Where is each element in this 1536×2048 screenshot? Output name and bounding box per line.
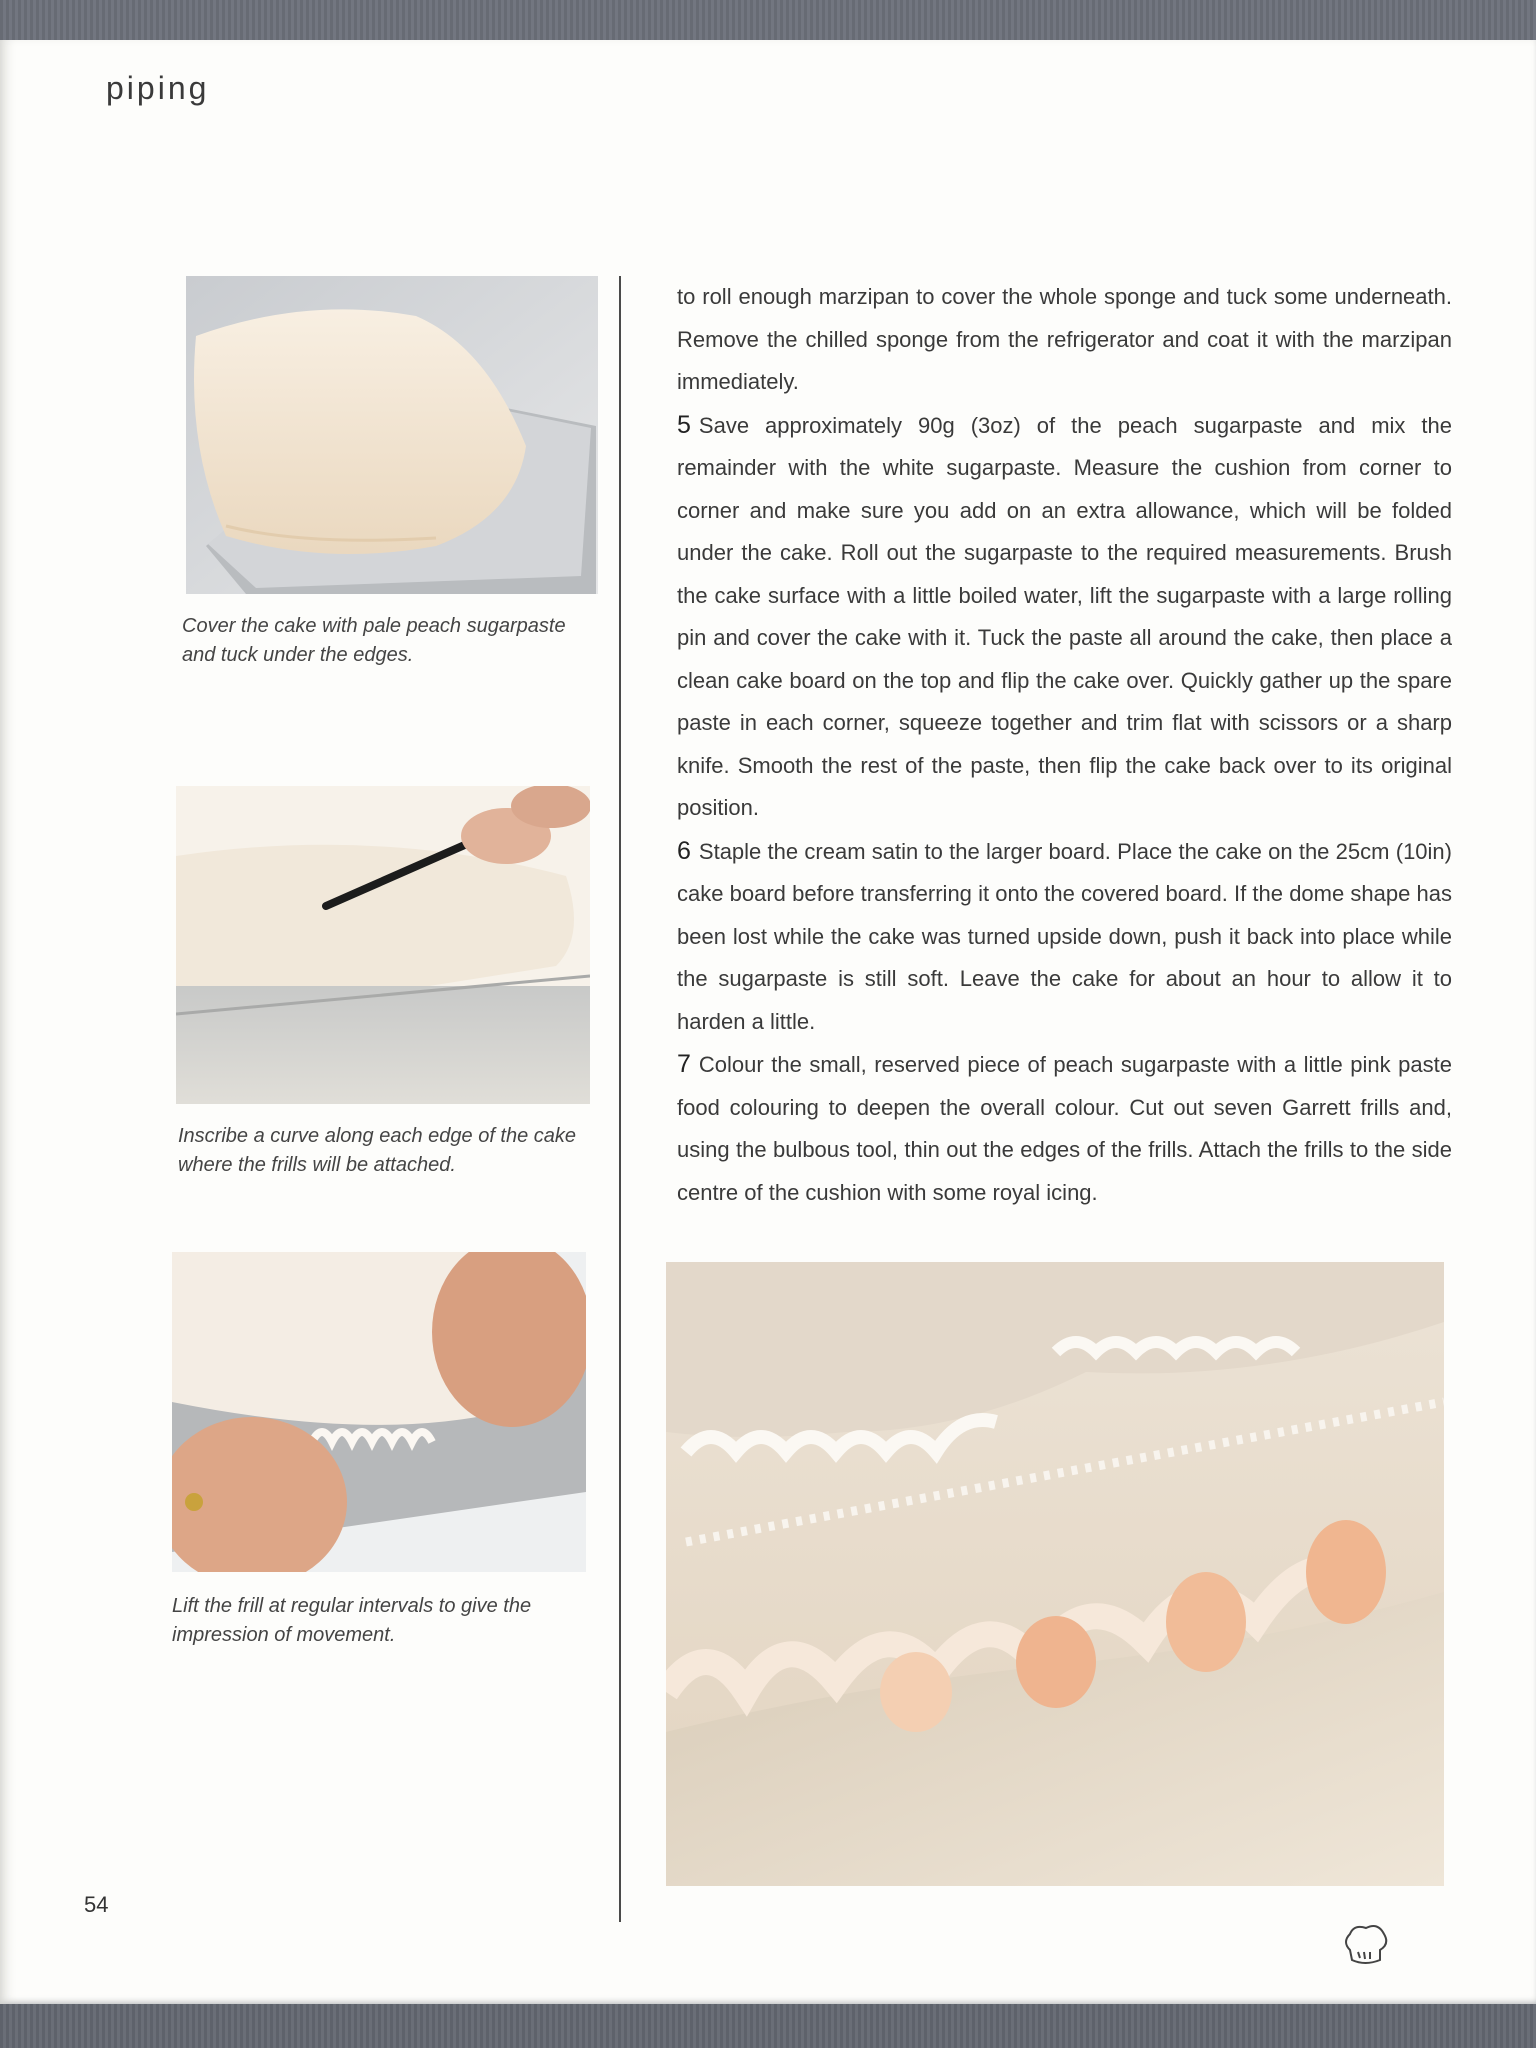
caption-1: Cover the cake with pale peach sugarpaste and tuck under the edges. bbox=[182, 615, 566, 666]
chef-hat-logo-icon bbox=[1340, 1920, 1390, 1970]
photo-finished-frills bbox=[666, 1262, 1444, 1886]
step-text: Colour the small, reserved piece of peach sugarpaste with a little pink paste food colouring to deepen the overall colour. Cut out seven Garrett frills and, using the bulbous tool, thin out the edges of the frills. Attach the frills to the side centre of the cushion with some royal icing. bbox=[677, 1052, 1452, 1205]
step-6 bbox=[677, 830, 1452, 1044]
photo-inscribe-curve bbox=[176, 786, 590, 1104]
step-text: Staple the cream satin to the larger board. Place the cake on the 25cm (10in) cake board before transferring it onto the covered board. If the dome shape has been lost while the cake was turned upside down, push it back into place while the sugarpaste is still soft. Leave the cake for about an hour to allow it to harden a little. bbox=[677, 838, 1452, 1034]
scanner-edge-bottom bbox=[0, 2004, 1536, 2048]
column-divider bbox=[619, 276, 621, 1922]
step-number: 7 bbox=[677, 1050, 691, 1078]
step-7 bbox=[677, 1043, 1452, 1214]
body-intro: to roll enough marzipan to cover the whole sponge and tuck some underneath. Remove the chilled sponge from the refrigerator and coat it with the marzipan immediately. bbox=[677, 284, 1452, 394]
photo-lift-frill bbox=[172, 1252, 586, 1572]
scanner-edge-top bbox=[0, 0, 1536, 42]
photo-covered-cake bbox=[186, 276, 598, 594]
step-text: Save approximately 90g (3oz) of the peach sugarpaste and mix the remainder with the white sugarpaste. Measure the cushion from corner to corner and make sure you add on an extra allowance, which will be folded under the cake. Roll out the sugarpaste to the required measurements. Brush the cake surface with a little boiled water, lift the sugarpaste with a large rolling pin and cover the cake with it. Tuck the paste all around the cake, then place a clean cake board on the top and flip the cake over. Quickly gather up the spare paste in each corner, squeeze together and trim flat with scissors or a sharp knife. Smooth the rest of the paste, then flip the cake back over to its original position. bbox=[677, 412, 1452, 820]
page-number: 54 bbox=[84, 1892, 109, 1917]
body-text bbox=[677, 276, 1452, 1214]
step-number: 6 bbox=[677, 836, 691, 865]
caption-3: Lift the frill at regular intervals to give the impression of movement. bbox=[172, 1595, 532, 1646]
book-page bbox=[0, 40, 1536, 2006]
step-number: 5 bbox=[677, 410, 691, 439]
step-5 bbox=[677, 404, 1452, 830]
running-head: piping bbox=[106, 70, 210, 106]
caption-2: Inscribe a curve along each edge of the cake where the frills will be attached. bbox=[178, 1125, 577, 1176]
